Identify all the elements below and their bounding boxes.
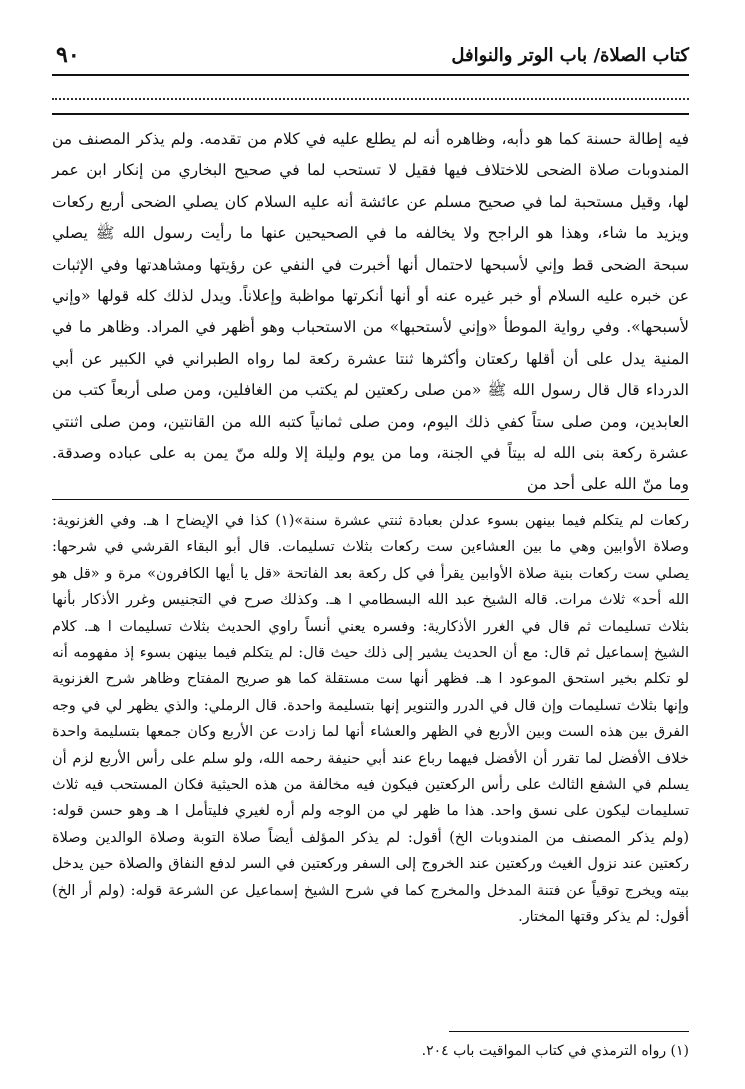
- footnote: (١) رواه الترمذي في كتاب المواقيت باب ٢٠٤.: [421, 1043, 689, 1059]
- footnote-rule: [449, 1031, 689, 1032]
- dotted-separator: [52, 86, 689, 100]
- header-rule-lower: [52, 113, 689, 115]
- header-rule: [52, 74, 689, 76]
- main-text: فيه إطالة حسنة كما هو دأبه، وظاهره أنه لم يطلع عليه في كلام من تقدمه. ولم يذكر المصنف من المندوبات صلاة الضحى للاختلاف فيها فقيل لا تستحب لما في صحيح البخاري من إنكار ابن عمر لها، وقيل مستحبة لما في صحيح مسلم عن عائشة أنه عليه السلام كان يصلي الضحى أربع ركعات ويزيد ما شاء، وهذا هو الراجح ولا يخالفه ما في الصحيحين عنها ما رأيت رسول الله ﷺ يصلي سبحة الضحى قط وإني لأسبحها لاحتمال أنها أخبرت في النفي عن رؤيتها ومشاهدتها وفي الإثبات عن خبره عليه السلام أو خبر غيره عنه أو أنها أنكرتها مواظبة وإعلاناً. ويدل لذلك كله قولها «وإني لأسبحها». وفي رواية الموطأ «وإني لأستحبها» من الاستحباب وهو أظهر في المراد. وظاهر ما في المنية يدل على أن أقلها ركعتان وأكثرها ثنتا عشرة ركعة لما رواه الطبراني في الكبير عن أبي الدرداء قال قال رسول الله ﷺ «من صلى ركعتين لم يكتب من الغافلين، ومن صلى أربعاً كتب من العابدين، ومن صلى ستاً كفي ذلك اليوم، ومن صلى ثمانياً كتبه الله من القانتين، ومن صلى اثنتي عشرة ركعة بنى الله له بيتاً في الجنة، وما من يوم وليلة إلا ولله منّ يمن به على عباده وصدقة. وما منّ الله على أحد من: [52, 130, 689, 494]
- running-title: كتاب الصلاة/ باب الوتر والنوافل: [451, 44, 689, 66]
- commentary-text: ركعات لم يتكلم فيما بينهن بسوء عدلن بعبادة ثنتي عشرة سنة»(١) كذا في الإيضاح ا هـ. وفي الغزنوية: وصلاة الأوابين وهي ما بين العشاءين ست ركعات بثلاث تسليمات. قال أبو البقاء القرشي في شرحها: يصلي ست ركعات بنية صلاة الأوابين يقرأ في كل ركعة بعد الفاتحة «قل يا أيها الكافرون» مرة و «قل هو الله أحد» ثلاث مرات. قاله الشيخ عبد الله البسطامي ا هـ. وكذلك صرح في التجنيس وغرر الأذكار بأنها بثلاث تسليمات ثم قال في الغرر الأذكارية: وفسره يعني أنساً راوي الحديث بثلاث تسليمات ا هـ. كلام الشيخ إسماعيل ثم قال: مع أن الحديث يشير إلى ذلك حيث قال: لم يتكلم فيما بينهن بسوء إذ مفهومه أنه لو تكلم بخير استحق الموعود ا هـ. فظهر أنها ست مستقلة كما هو صريح المفتاح وظاهر شرح الغزنوية وإنها بثلاث تسليمات وإن قال في الدرر والتنوير إنها بتسليمة واحدة. قال الرملي: والذي يظهر لي في وجه الفرق بين هذه الست وبين الأربع في الظهر والعشاء أنها لما زادت عن الأربع وكان جمعها بتسليمة واحدة خلاف الأفضل لما تقرر أن الأفضل فيهما رباع عند أبي حنيفة رحمه الله، ولو سلم على رأس الأربع لزم أن يسلم في الشفع الثالث على رأس الركعتين فيكون فيه مخالفة من هذه الحيثية فكان المستحب فيه ثلاث تسليمات ليكون على نسق واحد. هذا ما ظهر لي من الوجه ولم أره لغيري فليتأمل ا هـ وهو حسن قوله: (ولم يذكر المصنف من المندوبات الخ) أقول: لم يذكر المؤلف أيضاً صلاة التوبة وصلاة الوالدين وصلاة ركعتين عند نزول الغيث وركعتين عند الخروج إلى السفر وركعتين في السر لدفع النفاق والصلاة حين يدخل بيته ويخرج توقياً عن فتنة المدخل والمخرج كما في شرح الشيخ إسماعيل عن الشرعة قوله: (ولم أر الخ) أقول: لم يذكر وقتها المختار.: [52, 513, 689, 926]
- running-head: [56, 40, 689, 70]
- page-number: ٩٠: [56, 42, 80, 68]
- commentary-separator: [52, 499, 689, 500]
